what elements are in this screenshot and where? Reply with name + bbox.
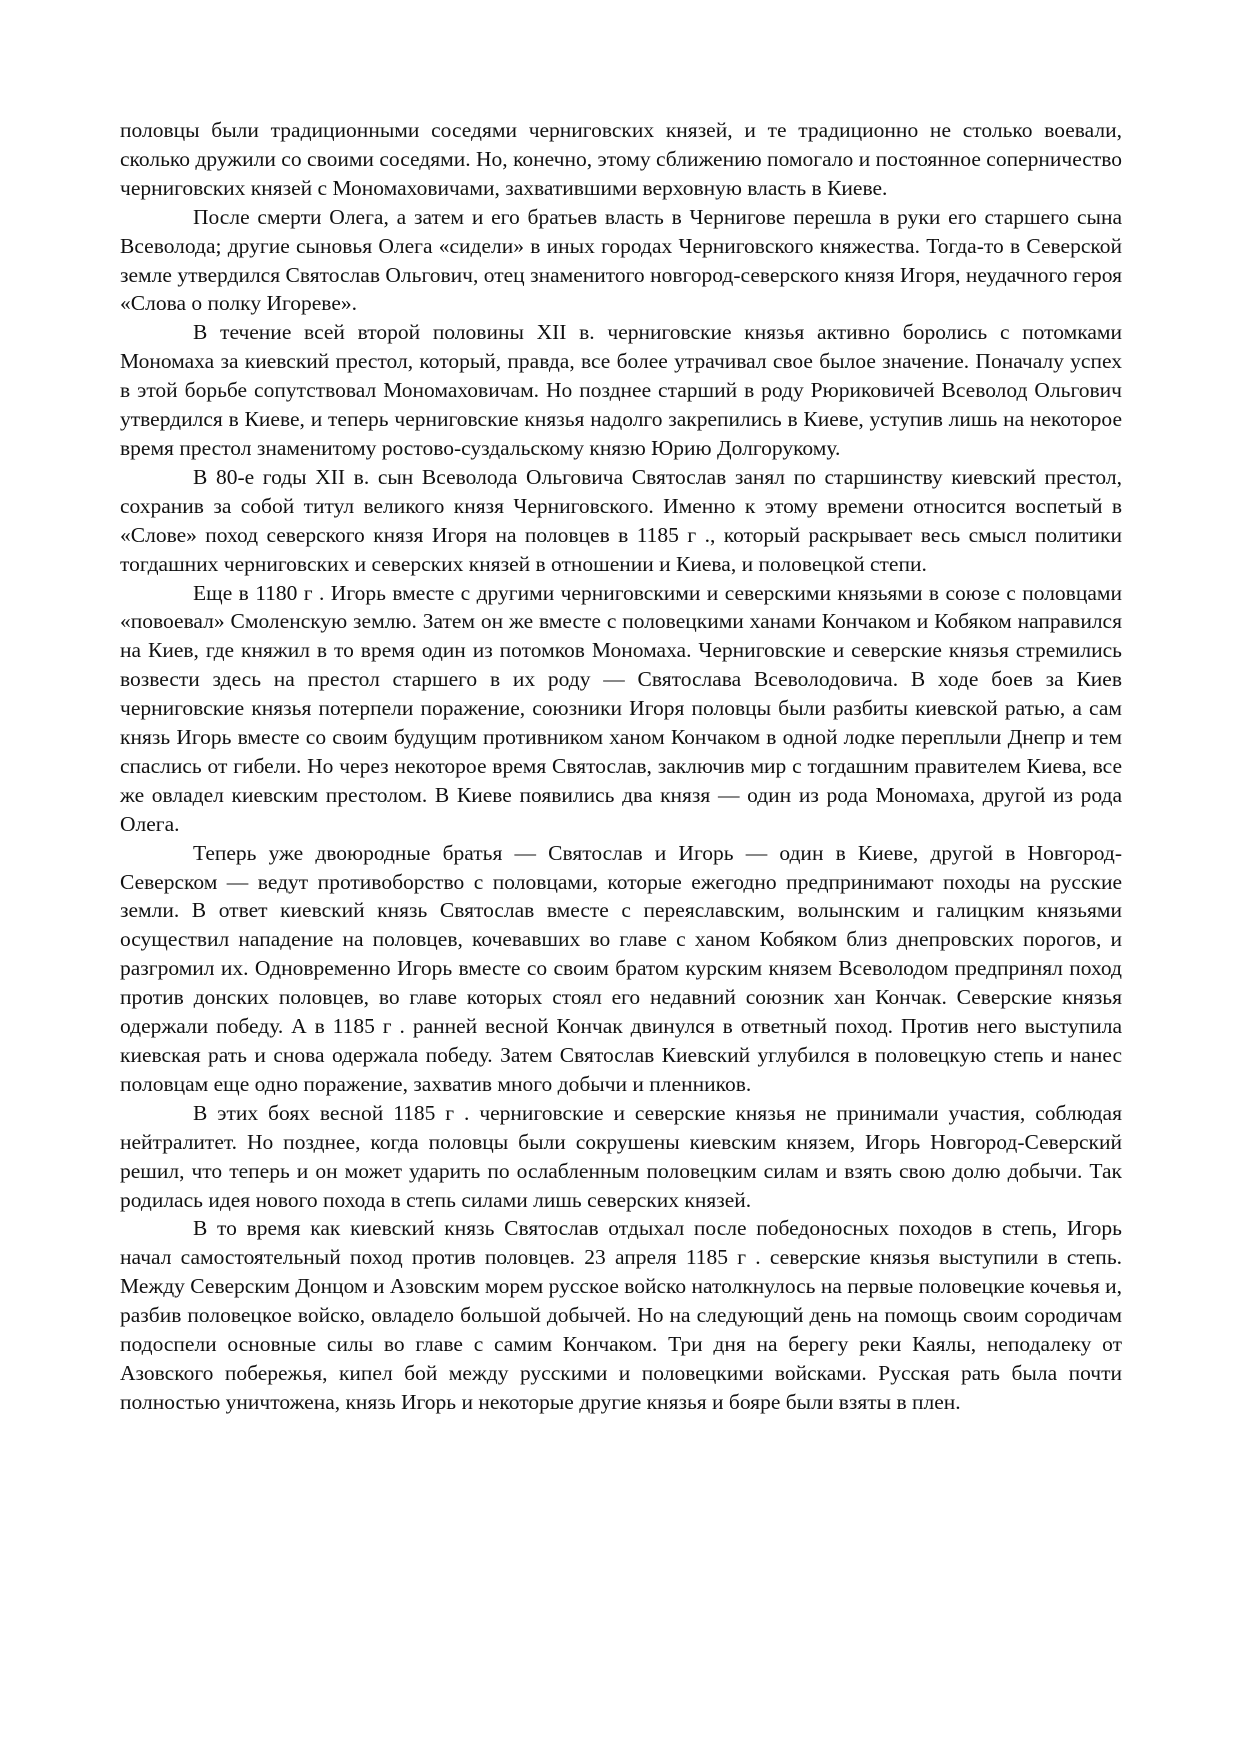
- document-page: [120, 116, 1122, 1417]
- paragraph-6: Теперь уже двоюродные братья — Святослав и Игорь — один в Киеве, другой в Новгород-Северском — ведут противоборство с половцами, которые ежегодно предпринимают походы на русские земли. В ответ киевский князь Святослав вместе с переяславским, волынским и галицким князьями осуществил нападение на половцев, кочевавших во главе с ханом Кобяком близ днепровских порогов, и разгромил их. Одновременно Игорь вместе со своим братом курским князем Всеволодом предпринял поход против донских половцев, во главе которых стоял его недавний союзник хан Кончак. Северские князья одержали победу. А в 1185 г . ранней весной Кончак двинулся в ответный поход. Против него выступила киевская рать и снова одержала победу. Затем Святослав Киевский углубился в половецкую степь и нанес половцам еще одно поражение, захватив много добычи и пленников.: [120, 840, 1122, 1096]
- paragraph-7: В этих боях весной 1185 г . черниговские и северские князья не принимали участия, соблюдая нейтралитет. Но позднее, когда половцы были сокрушены киевским князем, Игорь Новгород-Северский решил, что теперь и он может ударить по ослабленным половецким силам и взять свою долю добычи. Так родилась идея нового похода в степь силами лишь северских князей.: [120, 1100, 1122, 1212]
- paragraph-3: В течение всей второй половины XII в. черниговские князья активно боролись с потомками Мономаха за киевский престол, который, правда, все более утрачивал свое былое значение. Поначалу успех в этой борьбе сопутствовал Мономаховичам. Но позднее старший в роду Рюриковичей Всеволод Ольгович утвердился в Киеве, и теперь черниговские князья надолго закрепились в Киеве, уступив лишь на некоторое время престол знаменитому ростово-суздальскому князю Юрию Долгорукому.: [120, 320, 1122, 460]
- paragraph-5: Еще в 1180 г . Игорь вместе с другими черниговскими и северскими князьями в союзе с половцами «повоевал» Смоленскую землю. Затем он же вместе с половецкими ханами Кончаком и Кобяком направился на Киев, где княжил в то время один из потомков Мономаха. Черниговские и северские князья стремились возвести здесь на престол старшего в их роду — Святослава Всеволодовича. В ходе боев за Киев черниговские князья потерпели поражение, союзники Игоря половцы были разбиты киевской ратью, а сам князь Игорь вместе со своим будущим противником ханом Кончаком в одной лодке переплыли Днепр и тем спаслись от гибели. Но через некоторое время Святослав, заключив мир с тогдашним правителем Киева, все же овладел киевским престолом. В Киеве появились два князя — один из рода Мономаха, другой из рода Олега.: [120, 580, 1122, 836]
- paragraph-2: После смерти Олега, а затем и его братьев власть в Чернигове перешла в руки его старшего сына Всеволода; другие сыновья Олега «сидели» в иных городах Черниговского княжества. Тогда-то в Северской земле утвердился Святослав Ольгович, отец знаменитого новгород-северского князя Игоря, неудачного героя «Слова о полку Игореве».: [120, 204, 1122, 316]
- paragraph-1: половцы были традиционными соседями черниговских князей, и те традиционно не столько воевали, сколько дружили со своими соседями. Но, конечно, этому сближению помогало и постоянное соперничество черниговских князей с Мономаховичами, захватившими верховную власть в Киеве.: [120, 118, 1122, 200]
- paragraph-8: В то время как киевский князь Святослав отдыхал после победоносных походов в степь, Игорь начал самостоятельный поход против половцев. 23 апреля 1185 г . северские князья выступили в степь. Между Северским Донцом и Азовским морем русское войско натолкнулось на первые половецкие кочевья и, разбив половецкое войско, овладело большой добычей. Но на следующий день на помощь своим сородичам подоспели основные силы во главе с самим Кончаком. Три дня на берегу реки Каялы, неподалеку от Азовского побережья, кипел бой между русскими и половецкими войсками. Русская рать была почти полностью уничтожена, князь Игорь и некоторые другие князья и бояре были взяты в плен.: [120, 1216, 1122, 1414]
- paragraph-4: В 80-е годы XII в. сын Всеволода Ольговича Святослав занял по старшинству киевский престол, сохранив за собой титул великого князя Черниговского. Именно к этому времени относится воспетый в «Слове» поход северского князя Игоря на половцев в 1185 г ., который раскрывает весь смысл политики тогдашних черниговских и северских князей в отношении и Киева, и половецкой степи.: [120, 464, 1122, 576]
